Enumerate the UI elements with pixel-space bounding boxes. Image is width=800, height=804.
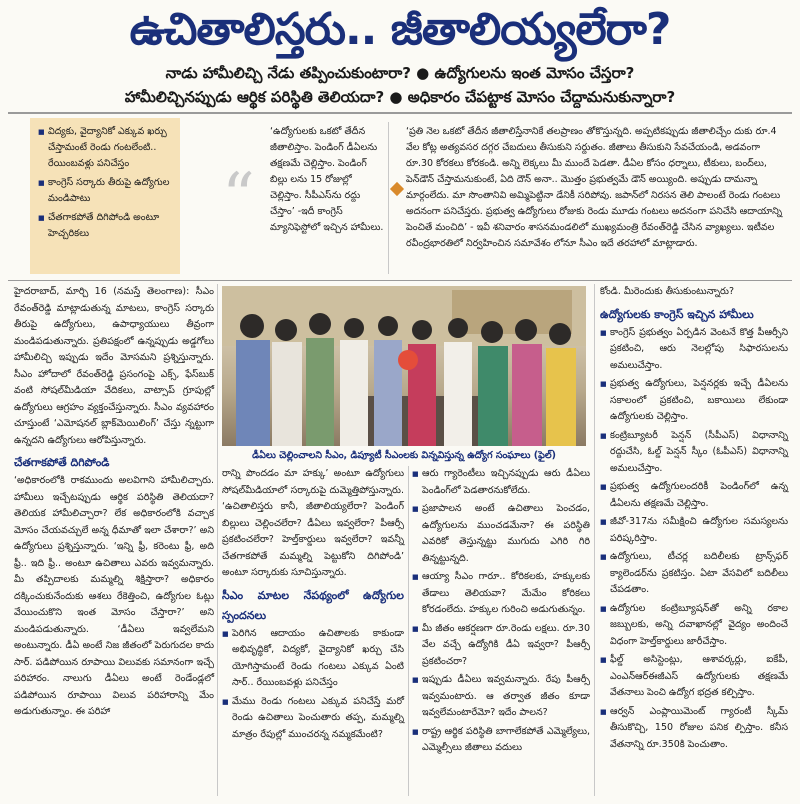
list-item: ■ ఆయ్యా సీఎం గారూ.. కోరికలకు, హక్కులకు తేడాలు తెలియవా? మేమేం కోరికలు కోరడంలేదు. హక్కుల గురించి అడుగుతున్నం. [412, 569, 590, 619]
list-item: ■ ఆర్వన్ ఎంప్లాయిమెంట్ గ్యారంటీ స్కీమ్ తీసుకొచ్చి, 150 రోజుల పనిక ల్పిస్తాం. కనీస వేతనాన్ని రూ.350కి పెంచుతాం. [600, 704, 788, 754]
list-item: ■ ఫీల్డ్ అసిస్టెంట్లు, ఆశావర్కర్లు, ఐకేపీ, ఎంఎన్‌ఆర్‌ఈజీఎస్ ఉద్యోగులకు తక్షణమే వేతనాలు పెంచి ఉద్యోగ భద్రత కల్పిస్తాం. [600, 652, 788, 702]
subheading-1: నాడు హామీలిచ్చి నేడు తప్పించుకుంటారా? ● ఉద్యోగులను ఇంత మోసం చేస్తరా? [165, 64, 635, 82]
list-item: ■ ఇప్పుడు డీఏలు ఇవ్వమన్నారు. రేపు పీఆర్సీ ఇవ్వమంటారు. ఆ తర్వాత జీతం కూడా ఇవ్వలేమంటారేమో? ఇదేం పాలన? [412, 672, 590, 722]
highlight-item: ■ చేతగాకపోతే దిగిపోండి అంటూ హెచ్చరికలు [38, 210, 172, 242]
divider [8, 112, 792, 114]
article-column-3 [412, 466, 590, 759]
lead-paragraph: ‘ప్రతి నెల ఒకటో తేదీన జీతాలిస్తేనానికే తలప్రాణం తోకొస్తున్నది. అప్పటికప్పుడు జీతాలిచ్చేం దుకు రూ.4 వేల కోట్ల అత్యవసర దగ్గర చేబదులు తీసుకుని సర్దుతం. జీతాలు తీసుకుని సేవచేయండి, అడవంగా రూ.30 కోరకలు కోరకండి. అన్ని లెక్కలు మీ ముందే పెడతా. డీఏల కోసం ధర్నాలు, టీకులు, బంద్‌లు, పెన్‌డౌన్ చేస్తామనుకుంటే, ఏది దౌన్ అనా.. మొత్తం ప్రభుత్వమే డౌన్ అయ్యింది. అప్పుడు దామన్నా మార్గంలేదు. మా సొంతానివి అమ్మిపెట్టినా డేనికీ సరిపోవు. జపాన్‌లో నిరసన తెలి పాలంటే రెండు గంటలు అదనంగా పనిచేస్తరు. ప్రభుత్వ ఉద్యోగులు రోజుకు రెండు మూడు గంటలు అదనంగా పనిచేసి ఆదాయాన్ని పెంచితే మంచిది’ - ఇవీ శనివారం శాసనమండలిలో ముఖ్యమంత్రి రేవంత్‌రెడ్డి చేసిన వ్యాఖ్యలు. ఇటీవల రవీంద్రభారతిలో నిర్వహించిన సమావేశం లోనూ సీఎం ఇదే తరహాలో మాట్లాడారు. [406, 126, 783, 249]
article-column-1 [14, 284, 214, 723]
headline: ఉచితాలిస్తరు.. జీతాలియ్యలేరా? [129, 4, 671, 55]
divider [217, 284, 218, 796]
article-paragraph: హైదరాబాద్, మార్చి 16 (నమస్తే తెలంగాణ): సీఎం రేవంత్‌రెడ్డి మాట్లాడుతున్న మాటలు, కాంగ్రెస్ సర్కారు తీరుపై ఉద్యోగులు, ఉపాధ్యాయులు తీవ్రంగా మండిపడుతున్నారు. ప్రతిపక్షంలో ఉన్నప్పుడు అడ్డగోలు హామీలిచ్చి ఇప్పుడు ఇదేం మోసమని ప్రశ్నిస్తున్నారు. సీఎం హోదాలో రేవంత్‌రెడ్డి ప్రసంగంపై ఎక్స్, ఫేస్‌బుక్ వంటి సోషల్‌మీడియా వేదికలు, వాట్సాప్ గ్రూపుల్లో ఉద్యోగులు ఆగ్రహం వ్యక్తంచేస్తున్నారు. సీఎం వ్యవహారం చూస్తుంటే ‘ఎమోషనల్ బ్లాక్‌మెయిలింగ్’ చేస్తు న్నట్టుగా ఉన్నదని ఉద్యోగులు ఆరోపిస్తున్నారు. [14, 286, 214, 446]
highlights-box [30, 118, 180, 274]
divider [388, 122, 389, 274]
photo-caption: డీఏలు చెల్లించాలని సీఎం, డిప్యూటీ సీఎంలకు విన్నవిస్తున్న ఉద్యోగ సంఘాలు (ఫైల్) [252, 450, 556, 461]
list-item: ■ కంట్రిబ్యూటరీ పెన్షన్ (సీపీఎస్) విధానాన్ని రద్దుచేసి, ఓల్డ్ పెన్షన్ స్కీం (ఓపీఎస్) విధానాన్ని అమలుచేస్తాం. [600, 428, 788, 478]
list-item: ■ ఉద్యోగులు, టీచర్ల బదిలీలకు ట్రాన్స్‌ఫర్ క్యాలెండర్‌ను ప్రకటిస్తం. ఏటా వేసవిలో బదిలీలు చేపడతాం. [600, 549, 788, 599]
list-item: ■ ప్రభుత్వ ఉద్యోగులందరికీ పెండింగ్‌లో ఉన్న డీఏలను తక్షణమే చెల్లిస్తాం. [600, 479, 788, 512]
list-item: ■ కాంగ్రెస్ ప్రభుత్వం ఏర్పడిన వెంటనే కొత్త పీఆర్సీని ప్రకటించి, ఆరు నెలల్లోపు సిఫారసులను అమలుచేస్తాం. [600, 325, 788, 375]
divider [8, 280, 792, 281]
news-photo [222, 286, 586, 446]
list-item: ■ రాష్ట్ర ఆర్థిక పరిస్థితి బాగాలేకపోతే ఎమ్మెల్యేలు, ఎమ్మెల్సీలు జీతాలు వదులు [412, 724, 590, 757]
group-photo-illustration [222, 286, 586, 446]
quote-mark-icon: “ [222, 160, 255, 234]
promise-quote: ‘ఉద్యోగులకు ఒకటో తేదీన జీతాలిస్తాం. పెండింగ్ డీఏలను తక్షణమే చెల్లిస్తాం. పెండింగ్ బిల్లు లను 15 రోజుల్లో చెల్లిస్తాం. సీపీఎస్‌ను రద్దు చేస్తాం’ -ఇదీ కాంగ్రెస్ మ్యానిఫెస్టోలో ఇచ్చిన హామీలు. [270, 126, 384, 233]
article-paragraph: రాన్ని పొందడం మా హక్కు’ అంటూ ఉద్యోగులు సోషల్‌మీడియాలో సర్కారుపై దుమ్మెత్తిపోస్తున్నారు. ‘ఉచితాలిస్తరు కానీ, జీతాలియ్యలేరా? పెండింగ్ బిల్లులు చెల్లించలేరా? డీఏలు ఇవ్వలేరా? పీఆర్సీ ప్రకటించలేరా? హెల్త్‌కార్డులు ఇవ్వలేరా? ఇవన్నీ చేతగాకపోతే మమ్మల్ని పెట్టుకోని దిగిపోండి’ అంటూ సర్కారుకు సూచిస్తున్నారు. [222, 468, 404, 578]
section-heading: ఉద్యోగులకు కాంగ్రెస్ ఇచ్చిన హామీలు [600, 307, 754, 321]
divider [408, 466, 409, 796]
list-item: ■ మేము రెండు గంటలు ఎక్కువ పనిచేస్తే మరో రెండు ఉచితాలు పెంచుతారు తప్ప, మమ్మల్ని మాత్రం రేపుల్లో ముంచరన్న నమ్మకమేంటి? [222, 694, 404, 744]
subheading-2: హామీలిచ్చినప్పుడు ఆర్థిక పరిస్థితి తెలియదా? ● అధికారం చేపట్టాక మోసం చేద్దామనుకున్నారా? [124, 88, 676, 106]
article-column-2 [222, 466, 404, 745]
article-paragraph: ‘అధికారంలోకి రాకముందు అలవిగాని హామీలిచ్చారు. హామీలు ఇచ్చేటప్పుడు ఆర్థిక పరిస్థితి తెలియదా? తెలియక హామీలిచ్చారా? లేక అధికారంలోకి వచ్చాక మోసం చేయవచ్చులే అన్న ధీమాతో ఇలా చేశారా?’ అని ఉద్యోగులు ప్రశ్నిస్తున్నారు. ‘ఇన్ని ఫ్రీ, కరెంటు ఫ్రీ, అది ఫ్రీ.. ఇది ఫ్రీ.. అంటూ ఉచితాలు ఎవరు ఇవ్వమన్నారు. మీ తప్పిదాలకు మమ్మల్ని శిక్షిస్తారా? అధికారం దక్కించుకునేందుకు ఆశలు రేకెత్తించి, ఉద్యోగుల ఓట్లు వేయించుకొని ఇంత మోసం చేస్తారా?’ అని మండిపడుతున్నారు. ‘డీఏలు ఇవ్వలేమని అంటున్నారు. డీఏ అంటే నిజ జీతంలో పెరుగుదల కాదు సార్. పడిపోయిన రూపాయి విలువకు సమానంగా ఇచ్చే పరిహారం. నాలుగు డీఏలు అంటే రెండేండ్లలో పడిపోయిన రూపాయి విలువ పరిహారాన్ని మేం అడుగుతున్నాం. ఈ పరిహా [14, 475, 214, 717]
list-item: ■ ప్రజాపాలన అంటే ఉచితాలు పెంచడం, ఉద్యోగులను ముంచడమేనా? ఈ పరిస్థితి ఎవరికో తెస్తున్నట్టు ముగుదు ఎగిరి గిరి తిన్నట్టున్నది. [412, 501, 590, 567]
highlight-item: ■ కాంగ్రెస్ సర్కారు తీరుపై ఉద్యోగుల మండిపాటు [38, 175, 172, 207]
highlight-item: ■ విద్యకు, వైద్యానికో ఎక్కువ ఖర్చు చేస్తామంటే రెండు గంటలేంటి.. రేయింబవళ్లు పనిచేస్తం [38, 124, 172, 172]
divider [594, 284, 595, 796]
list-item: ■ ఆరు గ్యారెంటీలు ఇచ్చినప్పుడు ఆరు డీఏలు పెండింగ్‌లో పెడతారనుకోలేదు. [412, 466, 590, 499]
list-item: ■ ప్రభుత్వ ఉద్యోగులు, పెన్షనర్లకు ఇచ్చే డీఏలను సకాలంలో ప్రకటించి, బకాయిలు లేకుండా ఉద్యోగులకు చెల్లిస్తాం. [600, 376, 788, 426]
section-heading: సీఎం మాటల నేపథ్యంలో ఉద్యోగుల స్పందనలు [222, 588, 404, 622]
diamond-icon [390, 182, 404, 196]
list-item: ■ మీ జీతం ఆకర్షణగా రూ.రెండు లక్షలు. రూ.30 వేల వచ్చే ఉద్యోగికి డీఏ ఇవ్వరా? పీఆర్సీ ప్రకటించరా? [412, 621, 590, 671]
list-item: ■ జీవో-317ను సమీక్షించి ఉద్యోగుల సమస్యలను పరిష్కరిస్తాం. [600, 514, 788, 547]
article-column-4 [600, 284, 788, 755]
article-paragraph: కోండి. మీరెందుకు తీసుకుంటున్నారు? [600, 286, 735, 297]
list-item: ■ ఉద్యోగుల కంట్రిబ్యూషన్‌తో అన్ని రకాల జబ్బులకు, అన్ని దవాఖానల్లో వైద్యం అందించే విధంగా హెల్త్‌కార్డులు జారీచేస్తాం. [600, 601, 788, 651]
list-item: ■ పెరిగిన ఆదాయం ఉచితాలకు కాకుండా అభివృద్ధికో, విద్యకో, వైద్యానికో ఖర్చు చేసి యోగిస్తామంటే రెండు గంటలు ఎక్కువ ఏంటి సార్.. రేయింబవళ్లు పనిచేస్తం [222, 626, 404, 692]
section-heading: చేతగాకపోతే దిగిపోండి [14, 456, 110, 469]
